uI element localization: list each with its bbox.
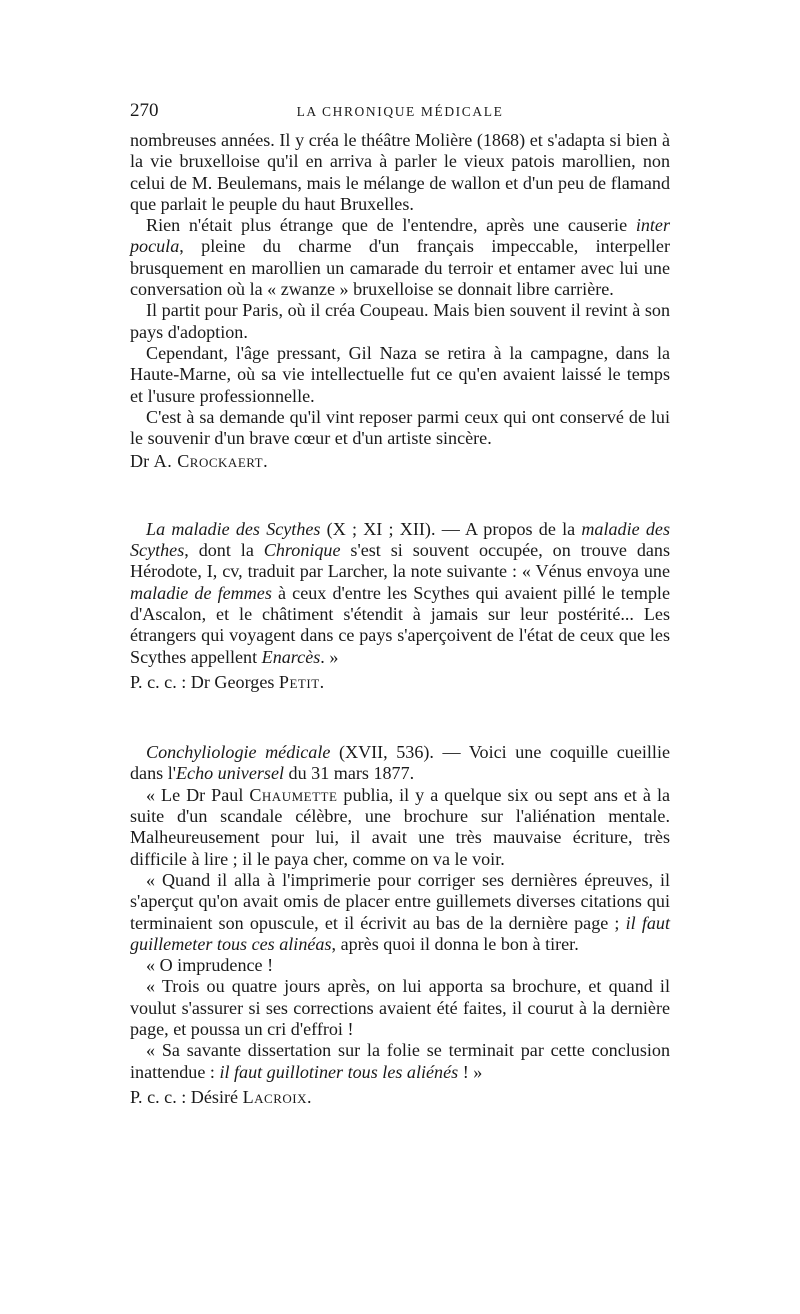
paragraph: Rien n'était plus étrange que de l'entendre, après une causerie inter pocula, pleine du charme d'un français impeccable, interpeller brusquement en marollien un camarade du terroir et entamer avec lui une conversation où la « zwanze » bruxelloise se donnait libre carrière.: [130, 215, 670, 300]
quote-paragraph: « Quand il alla à l'imprimerie pour corriger ses dernières épreuves, il s'aperçut qu'on avait omis de placer entre guillemets diverses citations qui terminaient son opuscule, et il écrivit au bas de la dernière page ; il faut guillemeter tous ces alinéas, après quoi il donna le bon à tirer.: [130, 869, 670, 954]
quote-paragraph: « Sa savante dissertation sur la folie se terminait par cette conclusion inattendue : il faut guillotiner tous les aliénés ! »: [130, 1040, 670, 1082]
note-title: La maladie des Scythes: [146, 518, 321, 539]
page-header: [130, 100, 670, 126]
signature: P. c. c. : Désiré Lacroix.: [130, 1086, 312, 1107]
running-title: LA CHRONIQUE MÉDICALE: [296, 104, 504, 119]
quote-paragraph: « Le Dr Paul Chaumette publia, il y a quelque six ou sept ans et à la suite d'un scandale célèbre, une brochure sur l'aliénation mentale. Malheureusement pour lui, il avait une très mauvaise écriture, très difficile à lire ; il le paya cher, comme on va le voir.: [130, 784, 671, 869]
note-title: Conchyliologie médicale: [146, 742, 331, 763]
page-body: [130, 130, 670, 1108]
paragraph: nombreuses années. Il y créa le théâtre Molière (1868) et s'adapta si bien à la vie bruxelloise qu'il en arriva à parler le vieux patois marollien, non celui de M. Beulemans, mais le mélange de wallon et d'un peu de flamand que parlait le peuple du haut Bruxelles.: [130, 130, 670, 214]
signature: Dr A. Crockaert.: [130, 451, 269, 472]
quote-paragraph: « O imprudence !: [146, 955, 274, 976]
note-paragraph: La maladie des Scythes (X ; XI ; XII). — A propos de la maladie des Scythes, dont la Chronique s'est si souvent occupée, on trouve dans Hérodote, I, cv, traduit par Larcher, la note suivante : « Vénus envoya une maladie de femmes à ceux d'entre les Scythes qui avaient pillé le temple d'Ascalon, et le châtiment s'étendit à jamais sur leur postérité... Les étrangers qui voyagent dans ce pays s'aperçoivent de l'état de ceux que les Scythes appellent Enarcès. »: [130, 518, 670, 667]
paragraph: C'est à sa demande qu'il vint reposer parmi ceux qui ont conservé de lui le souvenir d'un brave cœur et d'un artiste sincère.: [130, 406, 670, 449]
quote-paragraph: « Trois ou quatre jours après, on lui apporta sa brochure, et quand il voulut s'assurer si ses corrections avaient été faites, il courut à la dernière page, et poussa un cri d'effroi !: [130, 976, 670, 1039]
signature: P. c. c. : Dr Georges Petit.: [130, 671, 325, 692]
paragraph: Il partit pour Paris, où il créa Coupeau. Mais bien souvent il revint à son pays d'adoption.: [130, 300, 670, 342]
page-number: 270: [130, 100, 159, 121]
paragraph: Cependant, l'âge pressant, Gil Naza se retira à la campagne, dans la Haute-Marne, où sa vie intellectuelle fut ce qu'en avaient laissé le temps et l'usure professionnelle.: [130, 342, 670, 406]
note-paragraph: Conchyliologie médicale (XVII, 536). — Voici une coquille cueillie dans l'Echo universel du 31 mars 1877.: [130, 742, 671, 784]
